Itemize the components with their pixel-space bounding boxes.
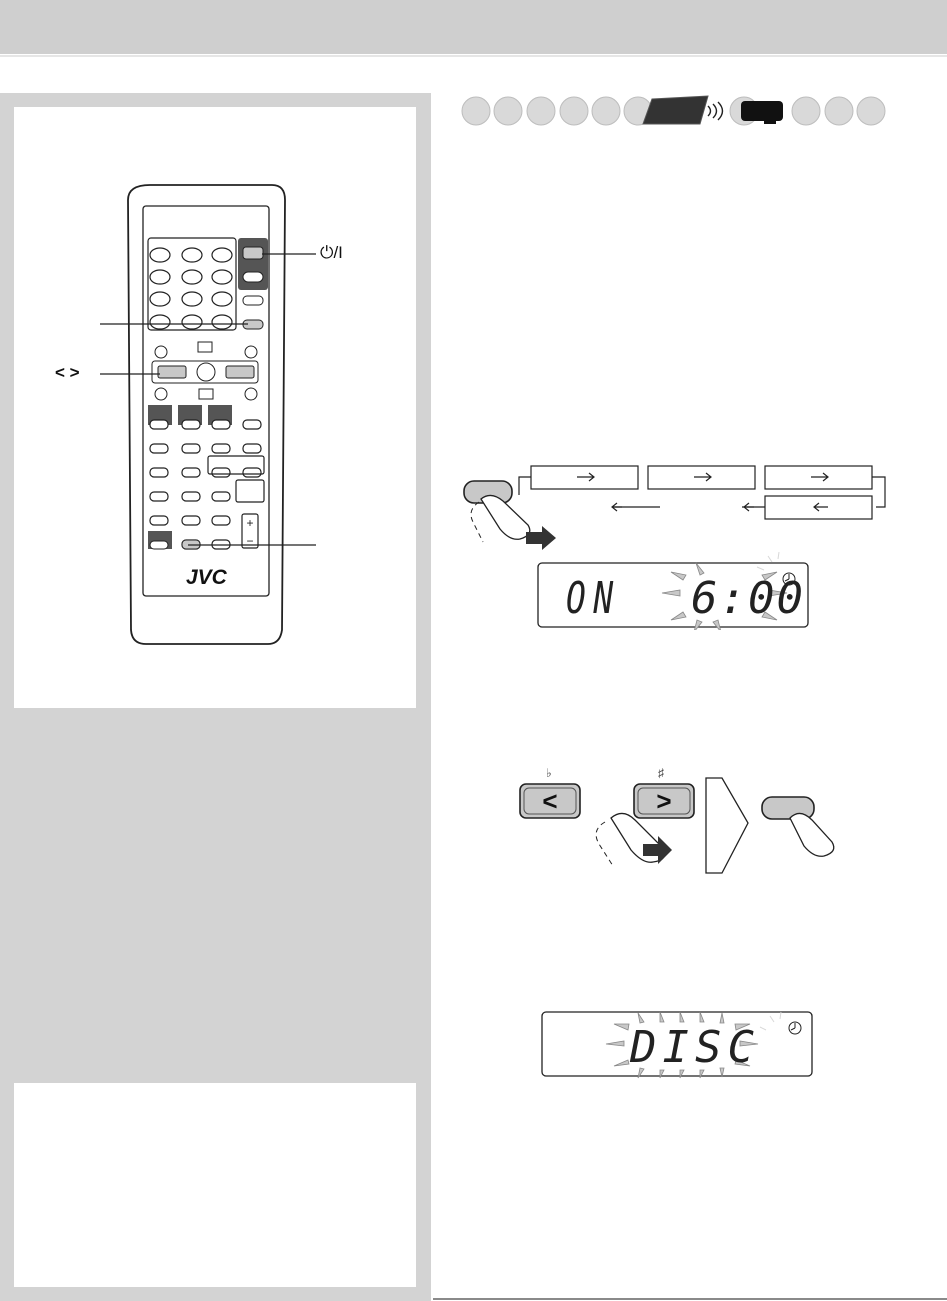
header-rule xyxy=(0,55,947,57)
tuning-buttons-illustration xyxy=(510,765,850,880)
sharp-symbol: ♯ xyxy=(658,766,664,780)
svg-text:−: − xyxy=(246,534,254,548)
power-symbol-label: ⏻/I xyxy=(320,243,343,262)
jvc-logo: JVC xyxy=(186,566,227,589)
header-bar xyxy=(0,0,947,54)
display-time-text: 6:00 xyxy=(691,573,805,624)
cursor-symbols-label: < > xyxy=(55,363,80,382)
tab-indicator-row xyxy=(455,93,890,127)
left-arrow-button-label: < xyxy=(542,786,558,816)
svg-text:+: + xyxy=(246,516,254,530)
display-on-text: ON xyxy=(566,573,621,624)
flat-symbol: ♭ xyxy=(546,766,552,780)
display-disc-text: DISC xyxy=(630,1022,760,1073)
note-box xyxy=(14,1083,416,1287)
bottom-rule xyxy=(433,1298,947,1300)
timer-cycle-diagram xyxy=(455,460,895,555)
right-arrow-button-label: > xyxy=(656,786,672,816)
remote-control-illustration xyxy=(14,107,416,708)
